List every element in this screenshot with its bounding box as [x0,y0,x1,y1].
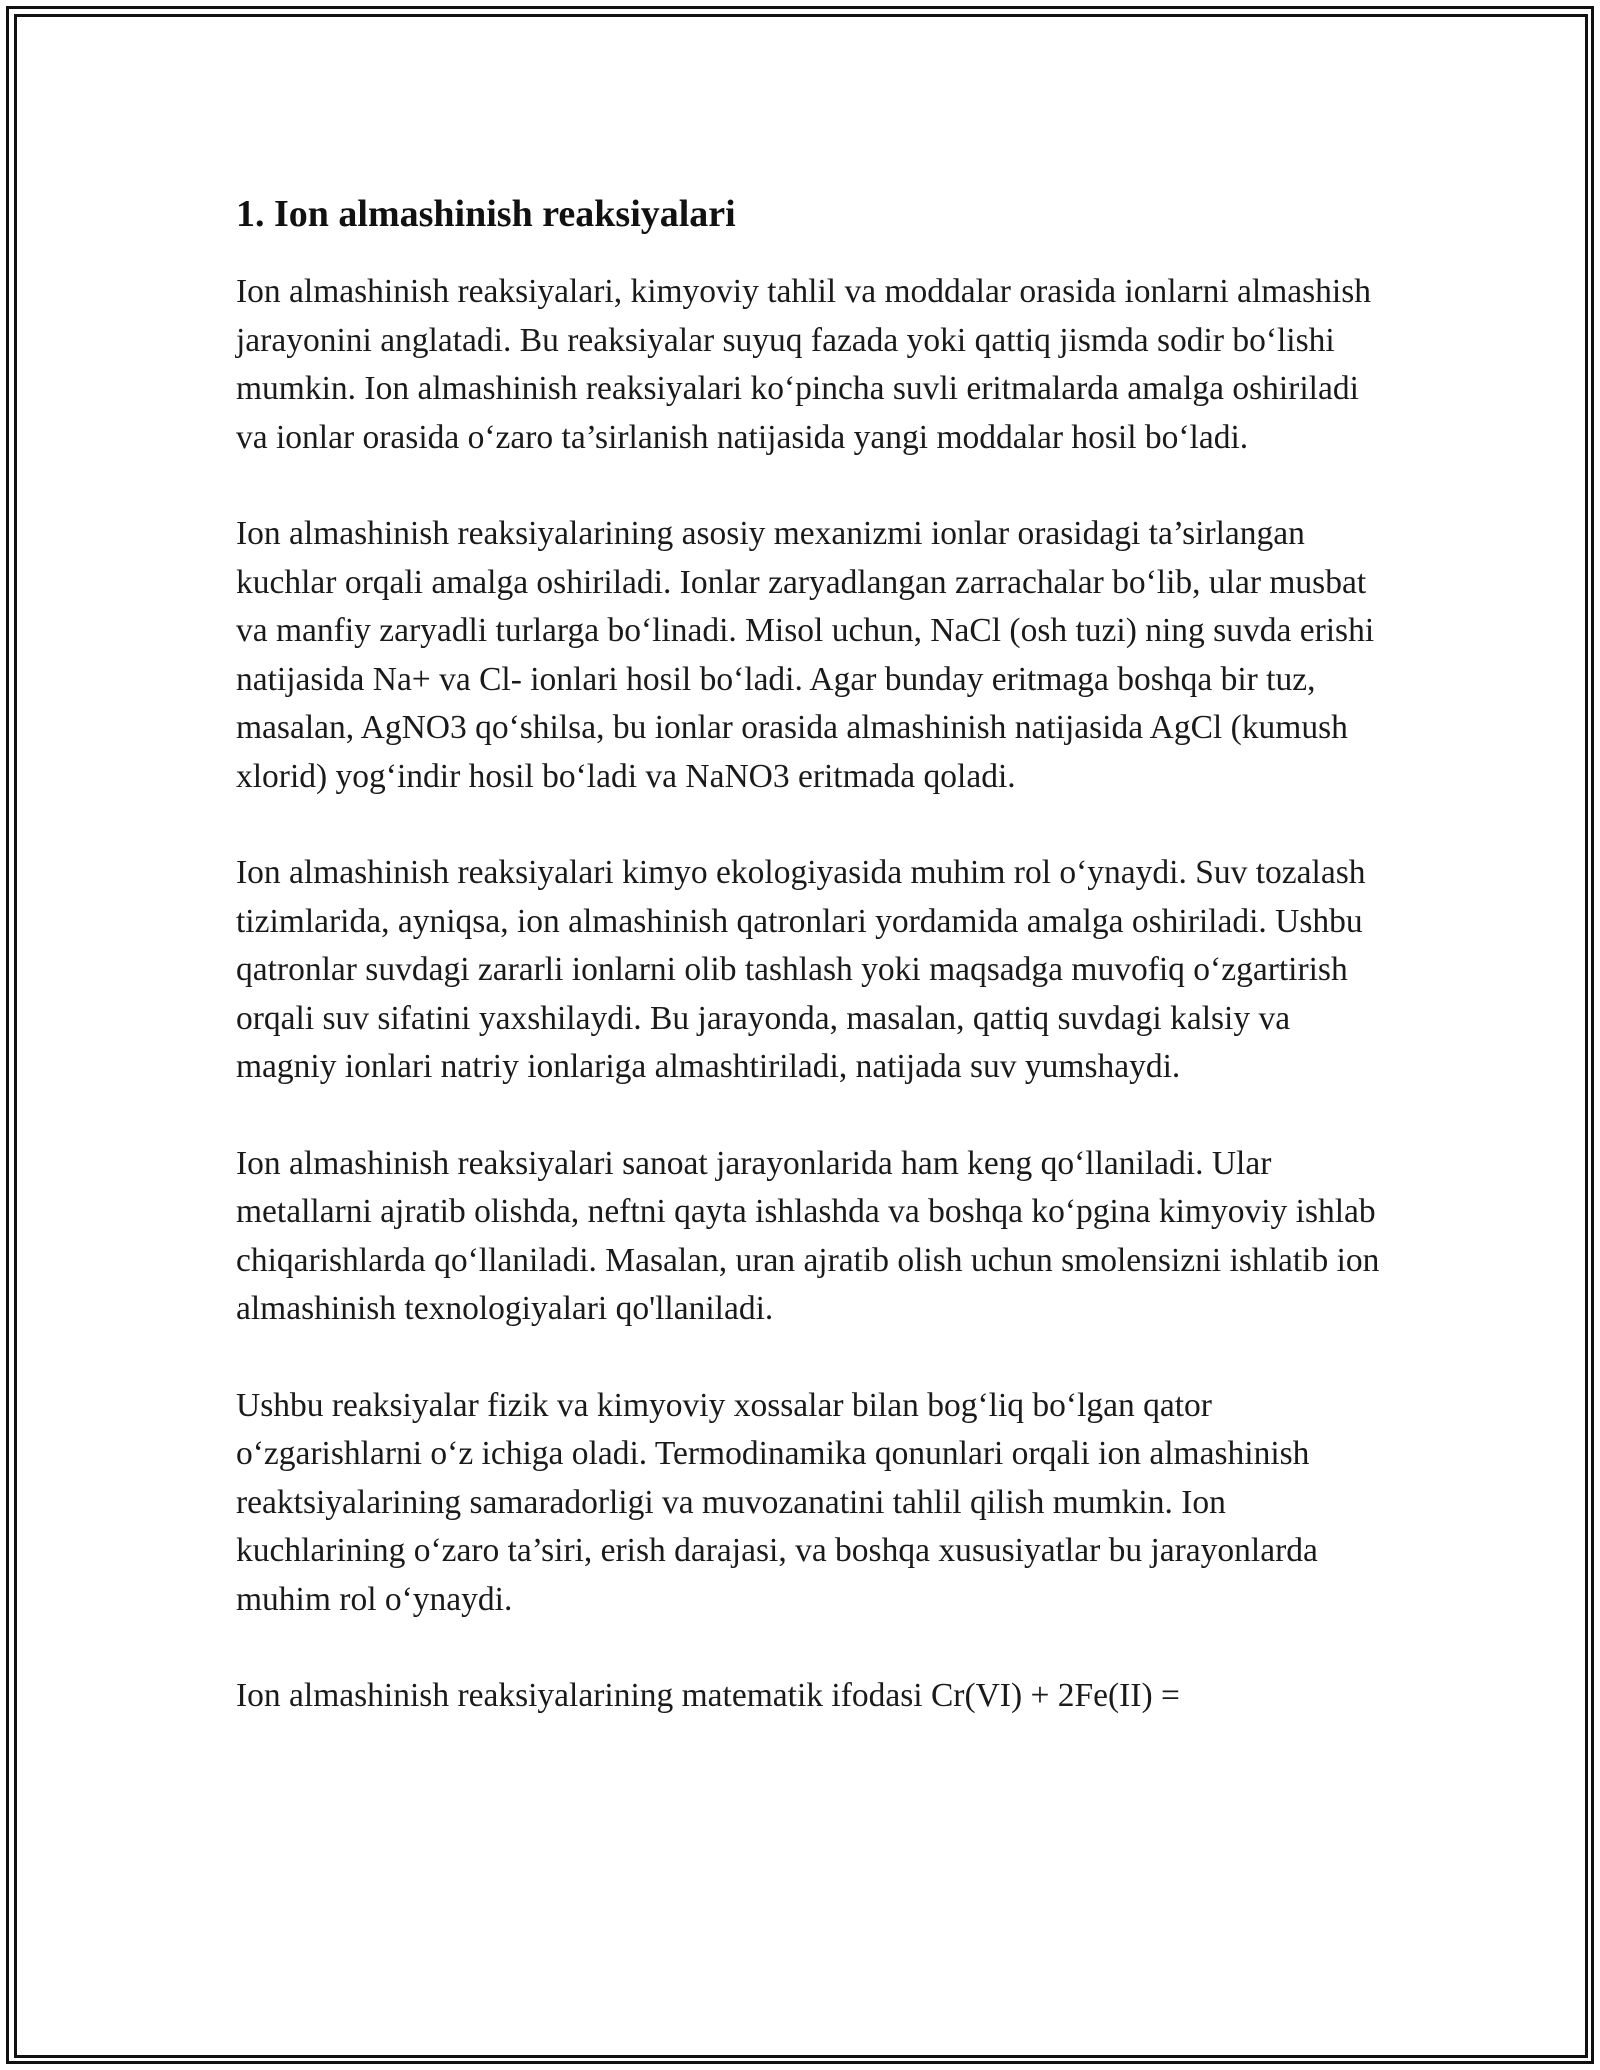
paragraph-ecology: Ion almashinish reaksiyalari kimyo ekologiyasida muhim rol o‘ynaydi. Suv tozalash tizimlarida, ayniqsa, ion almashinish qatronlari yordamida amalga oshiriladi. Ushbu qatronlar suvdagi zararli ionlarni olib tashlash yoki maqsadga muvofiq o‘zgartirish orqali suv sifatini yaxshilaydi. Bu jarayonda, masalan, qattiq suvdagi kalsiy va magniy ionlari natriy ionlariga almashtiriladi, natijada suv yumshaydi. [236,854,1366,1085]
document-body [236,186,1396,1769]
paragraph-thermodynamics: Ushbu reaksiyalar fizik va kimyoviy xossalar bilan bog‘liq bo‘lgan qator o‘zgarishlarni o‘z ichiga oladi. Termodinamika qonunlari orqali ion almashinish reaktsiyalarining samaradorligi va muvozanatini tahlil qilish mumkin. Ion kuchlarining o‘zaro ta’siri, erish darajasi, va boshqa xususiyatlar bu jarayonlarda muhim rol o‘ynaydi. [236,1386,1318,1618]
paragraph-industry: Ion almashinish reaksiyalari sanoat jarayonlarida ham keng qo‘llaniladi. Ular metallarni ajratib olishda, neftni qayta ishlashda va boshqa ko‘pgina kimyoviy ishlab chiqarishlarda qo‘llaniladi. Masalan, uran ajratib olish uchun smolensizni ishlatib ion almashinish texnologiyalari qo'llaniladi. [236,1144,1380,1327]
paragraph-intro: Ion almashinish reaksiyalari, kimyoviy tahlil va moddalar orasida ionlarni almashish jarayonini anglatadi. Bu reaksiyalar suyuq fazada yoki qattiq jismda sodir bo‘lishi mumkin. Ion almashinish reaksiyalari ko‘pincha suvli eritmalarda amalga oshiriladi va ionlar orasida o‘zaro ta’sirlanish natijasida yangi moddalar hosil bo‘ladi. [236,273,1372,456]
section-heading: 1. Ion almashinish reaksiyalari [236,193,736,235]
paragraph-mechanism: Ion almashinish reaksiyalarining asosiy mexanizmi ionlar orasidagi ta’sirlangan kuchlar orqali amalga oshiriladi. Ionlar zaryadlangan zarrachalar bo‘lib, ular musbat va manfiy zaryadli turlarga bo‘linadi. Misol uchun, NaCl (osh tuzi) ning suvda erishi natijasida Na+ va Cl- ionlari hosil bo‘ladi. Agar bunday eritmaga boshqa bir tuz, masalan, AgNO3 qo‘shilsa, bu ionlar orasida almashinish natijasida AgCl (kumush xlorid) yog‘indir hosil bo‘ladi va NaNO3 eritmada qoladi. [236,515,1375,795]
paragraph-formula: Ion almashinish reaksiyalarining matematik ifodasi Cr(VI) + 2Fe(II) = [236,1677,1180,1714]
